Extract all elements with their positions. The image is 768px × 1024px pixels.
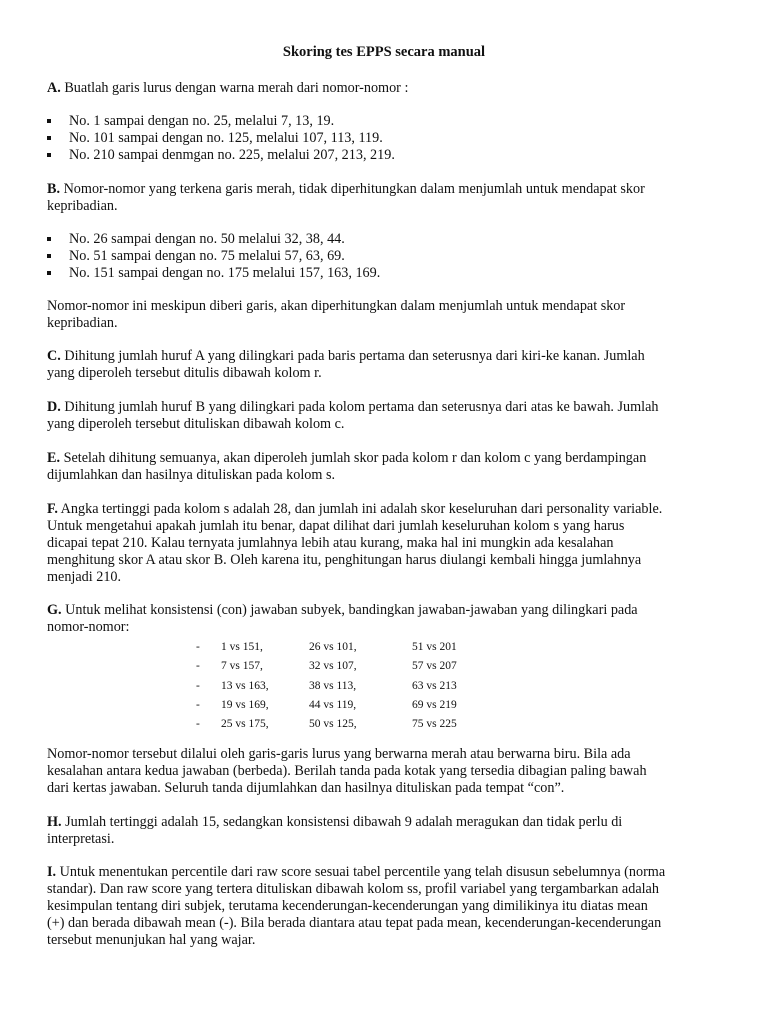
section-c: C. Dihitung jumlah huruf A yang dilingkari pada baris pertama dan seterusnya dari kiri-ke kanan. Jumlah yang diperoleh tersebut ditulis dibawah kolom r. [47, 348, 645, 381]
square-bullet-icon [47, 271, 51, 275]
section-b-note: Nomor-nomor ini meskipun diberi garis, akan diperhitungkan dalam menjumlah untuk mendapat skor kepribadian. [47, 298, 626, 331]
section-a-text: Buatlah garis lurus dengan warna merah dari nomor-nomor : [60, 80, 409, 96]
document-page: Skoring tes EPPS secara manual A. Buatlah garis lurus dengan warna merah dari nomor-nomor : No. 1 sampai dengan no. 25, melalui 7, 13, 19. No. 101 sampai dengan no. 125, melalui 107, 113, 119. No. 210 sampai denmgan no. 225, melalui 207, 213, 219. B. Nomor-nomor yang terkena garis merah, tidak diperhitungkan dalam menjumlah untuk mendapat skor kepribadian. No. 26 sampai dengan no. 50 melalui 32, 38, 44. No. 51 sampai dengan no. 75 melalui 57, 63, 69. No. 151 sampai dengan no. 175 melalui 157, 163, 169. Nomor-nomor ini meskipun diberi garis, akan diperhitungkan dalam menjumlah untuk mendapat skor kepribadian. C. Dihitung jumlah huruf A yang dilingkari pada baris pertama dan seterusnya dari kiri-ke kanan. Jumlah yang diperoleh tersebut ditulis dibawah kolom r. D. Dihitung jumlah huruf B yang dilingkari pada kolom pertama dan seterusnya dari atas ke bawah. Jumlah yang diperoleh tersebut dituliskan dibawah kolom c. E. Setelah dihitung semuanya, akan diperoleh jumlah skor pada kolom r dan kolom c yang berdampingan dijumlahkan dan hasilnya dituliskan pada kolom s. F. Angka tertinggi pada kolom s adalah 28, dan jumlah ini adalah skor keseluruhan dari personality variable. Untuk mengetahui apakah jumlah itu benar, dapat dilihat dari jumlah keseluruhan kolom s yang harus dicapai tepat 210. Kalau ternyata jumlahnya lebih atau kurang, maka hal ini mungkin ada kesalahan menghitung skor A atau skor B. Oleh karena itu, penghitungan harus diulangi kembali hingga jumlahnya menjadi 210. G. Untuk melihat konsistensi (con) jawaban subyek, bandingkan jawaban-jawaban yang dilingkari pada nomor-nomor: - 1 vs 151, 26 vs 101, 51 vs 201 - 7 vs 157, 32 vs 107, 57 vs 207 - 13 vs 163, 38 vs 113, 63 vs 213 - 19 vs 169, 44 vs 119, 69 vs 219 - 25 vs 175, 50 vs 125, 75 vs 225 Nomor-nomor tersebut dilalui oleh garis-garis lurus yang berwarna merah atau berwarna biru. Bila ada kesalahan antara kedua jawaban (berbeda). Berilah tanda pada kotak yang tersedia dibagian paling bawah dari kertas jawaban. Seluruh tanda dijumlahkan dan hasilnya dituliskan pada tempat “con”. H. Jumlah tertinggi adalah 15, sedangkan konsistensi dibawah 9 adalah meragukan dan tidak perlu di interpretasi. I. Untuk menentukan percentile dari raw score sesuai tabel percentile yang telah disusun sebelumnya (norma standar). Dan raw score yang tertera dituliskan dibawah kolom ss, profil variabel yang tergambarkan adalah kesimpulan tentang diri subjek, terutama kecenderungan-kecenderungan yang dimilikinya itu diatas mean (+) dan berada dibawah mean (-). Bila berada diantara atau tepat pada mean, kecenderungan-kecenderungan tersebut menunjukan hal yang wajar. [0, 0, 768, 1024]
section-a [47, 80, 727, 97]
section-a-list [47, 113, 727, 164]
section-b: B. Nomor-nomor yang terkena garis merah, tidak diperhitungkan dalam menjumlah untuk mendapat skor kepribadian. [47, 181, 645, 214]
section-h-label: H. [47, 814, 62, 830]
section-e-label: E. [47, 450, 61, 466]
section-g-note: Nomor-nomor tersebut dilalui oleh garis-garis lurus yang berwarna merah atau berwarna biru. Bila ada kesalahan antara kedua jawaban (berbeda). Berilah tanda pada kotak yang tersedia dibagian paling bawah dari kertas jawaban. Seluruh tanda dijumlahkan dan hasilnya dituliskan pada tempat “con”. [47, 746, 647, 796]
section-h: H. Jumlah tertinggi adalah 15, sedangkan konsistensi dibawah 9 adalah meragukan dan tidak perlu di interpretasi. [47, 814, 623, 847]
square-bullet-icon [47, 119, 51, 123]
list-item: No. 101 sampai dengan no. 125, melalui 107, 113, 119. [47, 130, 727, 147]
document-title: Skoring tes EPPS secara manual [282, 44, 486, 60]
list-item: No. 1 sampai dengan no. 25, melalui 7, 13, 19. [47, 113, 727, 130]
list-item: No. 51 sampai dengan no. 75 melalui 57, 63, 69. [47, 248, 727, 265]
section-a-label: A. [47, 80, 61, 96]
section-b-list [47, 231, 727, 282]
list-item: No. 210 sampai denmgan no. 225, melalui 207, 213, 219. [47, 147, 727, 164]
square-bullet-icon [47, 136, 51, 140]
square-bullet-icon [47, 254, 51, 258]
section-g-label: G. [47, 602, 62, 618]
square-bullet-icon [47, 237, 51, 241]
section-e: E. Setelah dihitung semuanya, akan diperoleh jumlah skor pada kolom r dan kolom c yang berdampingan dijumlahkan dan hasilnya dituliskan pada kolom s. [47, 450, 647, 483]
list-item: No. 151 sampai dengan no. 175 melalui 157, 163, 169. [47, 265, 727, 282]
section-g: G. Untuk melihat konsistensi (con) jawaban subyek, bandingkan jawaban-jawaban yang dilingkari pada nomor-nomor: [47, 602, 638, 635]
list-item: No. 26 sampai dengan no. 50 melalui 32, 38, 44. [47, 231, 727, 248]
section-f-label: F. [47, 501, 58, 517]
section-c-label: C. [47, 348, 61, 364]
section-d-label: D. [47, 399, 61, 415]
section-b-label: B. [47, 181, 61, 197]
section-i: I. Untuk menentukan percentile dari raw score sesuai tabel percentile yang telah disusun sebelumnya (norma standar). Dan raw score yang tertera dituliskan dibawah kolom ss, profil variabel yang tergambarkan adalah kesimpulan tentang diri subjek, terutama kecenderungan-kecenderungan yang dimilikinya itu diatas mean (+) dan berada dibawah mean (-). Bila berada diantara atau tepat pada mean, kecenderungan-kecenderungan tersebut menunjukan hal yang wajar. [47, 864, 666, 948]
section-f: F. Angka tertinggi pada kolom s adalah 28, dan jumlah ini adalah skor keseluruhan dari personality variable. Untuk mengetahui apakah jumlah itu benar, dapat dilihat dari jumlah keseluruhan kolom s yang harus dicapai tepat 210. Kalau ternyata jumlahnya lebih atau kurang, maka hal ini mungkin ada kesalahan menghitung skor A atau skor B. Oleh karena itu, penghitungan harus diulangi kembali hingga jumlahnya menjadi 210. [47, 501, 663, 585]
section-d: D. Dihitung jumlah huruf B yang dilingkari pada kolom pertama dan seterusnya dari atas ke bawah. Jumlah yang diperoleh tersebut dituliskan dibawah kolom c. [47, 399, 659, 432]
square-bullet-icon [47, 153, 51, 157]
section-i-label: I. [47, 864, 57, 880]
